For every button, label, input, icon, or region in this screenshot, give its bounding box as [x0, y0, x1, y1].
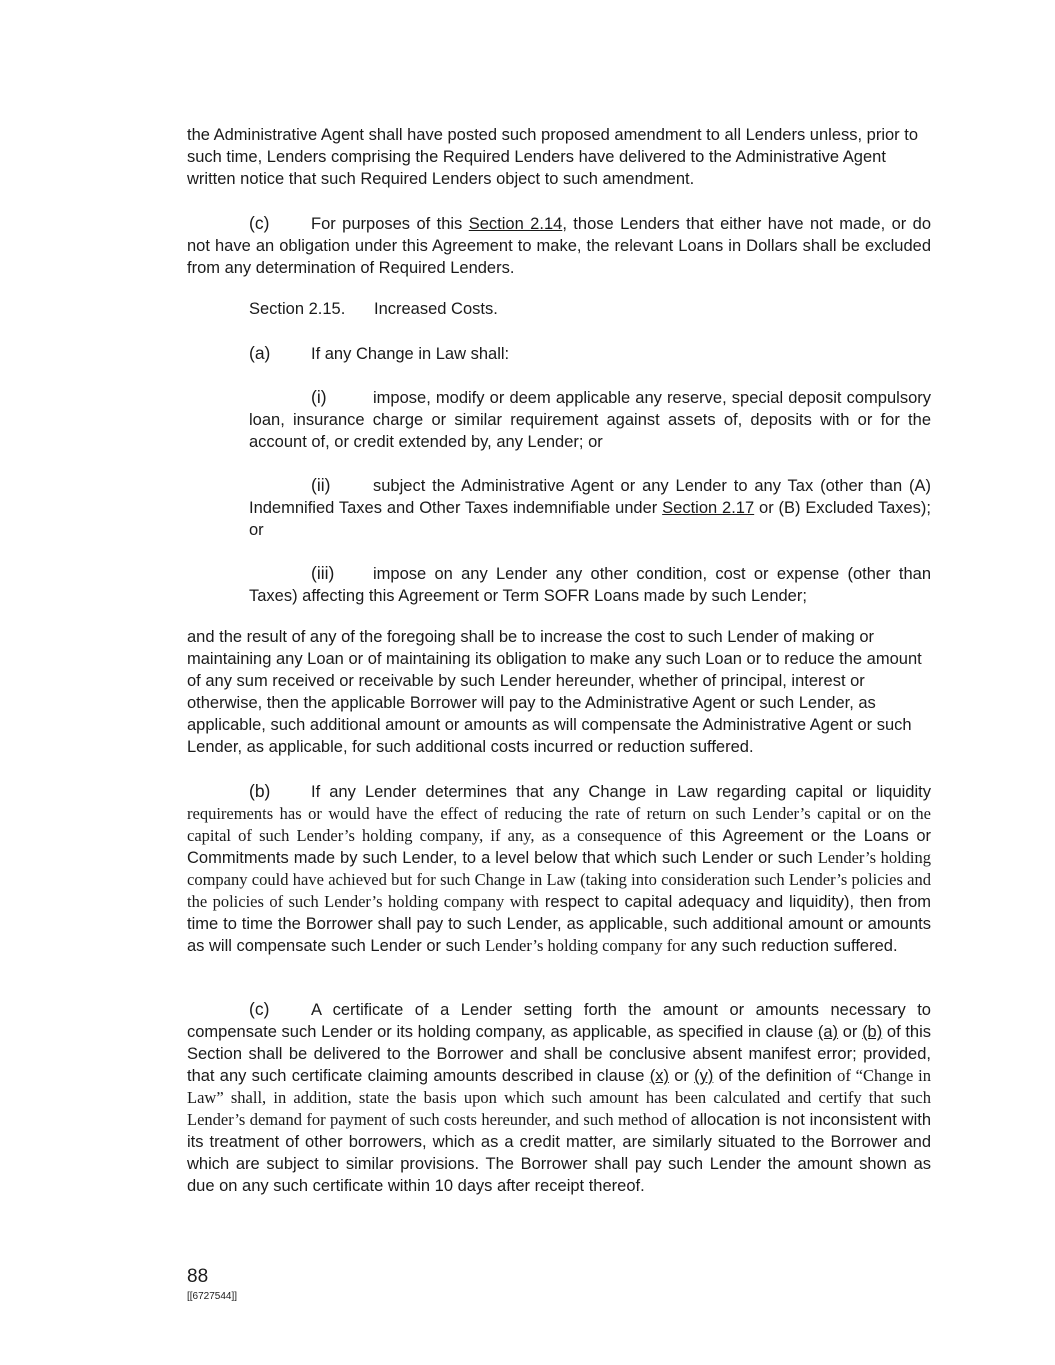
paragraph-text: Lender’s holding company could have achieved but for such Change in Law (taking into consideration such Lender’s policies and the policies of such Lender’s holding company with [187, 848, 931, 911]
section-number: Section 2.15. [249, 300, 346, 318]
paragraph-text: any such reduction suffered. [685, 937, 898, 955]
paragraph-text: of “Change in Law” shall, in addition, state the basis upon which such amount has been calculated and certify that such Lender’s demand for payment of such costs hereunder, and such method of [187, 1066, 932, 1129]
paragraph-result [187, 626, 931, 758]
paragraph-text: or [668, 1067, 695, 1085]
paragraph-text: If any Lender determines that any Change in Law regarding capital or liquidity [311, 783, 931, 801]
paragraph-c-section-2-14 [187, 212, 931, 279]
clause-ii [249, 474, 931, 541]
clause-text: impose on any Lender any other condition, cost or expense (other than Taxes) affecting this Agreement or Term SOFR Loans made by such Lender; [249, 565, 931, 605]
clause-text: or (B) Excluded Taxes); or [249, 499, 932, 539]
clause-text: subject the Administrative Agent or any Lender to any Tax (other than (A) Indemnified Taxes and Other Taxes indemnifiable under [249, 477, 931, 517]
document-id: [[6727544]] [187, 1291, 238, 1302]
clause-reference-y[interactable]: (y) [694, 1067, 714, 1085]
paragraph-text: or [838, 1023, 863, 1041]
paragraph-text: requirements has or would have the effect of reducing the rate of return on such Lender’s capital or on the capital of such Lender’s holding company, if any, as a consequence of [187, 804, 931, 845]
clause-text: impose, modify or deem applicable any reserve, special deposit compulsory loan, insurance charge or similar requirement against assets of, deposits with or for the account of, or credit extended by, any Lender; or [249, 389, 931, 451]
section-title: Increased Costs. [374, 300, 498, 318]
clause-label: (a) [249, 343, 271, 363]
paragraph-c-certificate [187, 998, 931, 1197]
paragraph-text: , those Lenders that either have not made, or do not have an obligation under this Agreement to make, the relevant Loans in Dollars shall be excluded from any determination of Required Lenders. [187, 215, 932, 277]
clause-label: (i) [311, 387, 327, 407]
paragraph-text: of this Section shall be delivered to the Borrower and shall be conclusive absent manifest error; provided, that any such certificate claiming amounts described in clause [187, 1023, 932, 1085]
paragraph-text: allocation is not inconsistent with its treatment of other borrowers, which as a credit matter, are similarly situated to the Borrower and which are subject to similar provisions. The Borrower shall pay such Lender the amount shown as due on any such certificate within 10 days after receipt thereof. [187, 1111, 931, 1195]
clause-a [249, 342, 931, 365]
clause-label: (iii) [311, 563, 335, 583]
section-heading [249, 298, 498, 320]
paragraph-continuation [187, 124, 931, 190]
paragraph-text: this Agreement or the Loans or Commitments made by such Lender, to a level below that which such Lender or such [187, 827, 932, 867]
paragraph-text: of the definition [713, 1067, 832, 1085]
clause-reference-x[interactable]: (x) [649, 1067, 669, 1085]
clause-label: (c) [249, 213, 270, 233]
paragraph-b [187, 780, 931, 957]
paragraph-text: and the result of any of the foregoing shall be to increase the cost to such Lender of making or maintaining any Loan or of maintaining its obligation to make any such Loan or to reduce the amount of any sum received or receivable by such Lender hereunder, whether of principal, interest or otherwise, then the applicable Borrower will pay to the Administrative Agent or such Lender, as applicable, such additional amount or amounts as will compensate the Administrative Agent or such Lender, as applicable, for such additional costs incurred or reduction suffered. [187, 628, 922, 756]
section-reference-link[interactable]: Section 2.14 [468, 215, 563, 233]
page-number: 88 [187, 1266, 209, 1287]
clause-i [249, 386, 931, 453]
clause-reference-b[interactable]: (b) [862, 1023, 883, 1041]
paragraph-text: A certificate of a Lender setting forth the amount or amounts necessary to compensate such Lender or its holding company, as applicable, as specified in clause [187, 1001, 931, 1041]
clause-reference-a[interactable]: (a) [817, 1023, 839, 1041]
clause-label: (c) [249, 999, 270, 1019]
clause-label: (b) [249, 781, 271, 801]
clause-label: (ii) [311, 475, 331, 495]
paragraph-text: the Administrative Agent shall have posted such proposed amendment to all Lenders unless, prior to such time, Lenders comprising the Required Lenders have delivered to the Administrative Agent written notice that such Required Lenders object to such amendment. [187, 126, 919, 188]
clause-text: If any Change in Law shall: [311, 345, 510, 363]
paragraph-text: Lender’s holding company for [485, 936, 686, 955]
clause-iii [249, 562, 931, 607]
paragraph-text: respect to capital adequacy and liquidity), then from time to time the Borrower shall pay to such Lender, as applicable, such additional amount or amounts as will compensate such Lender or such [187, 893, 931, 955]
paragraph-text: For purposes of this [311, 215, 469, 233]
section-reference-link[interactable]: Section 2.17 [662, 499, 755, 517]
